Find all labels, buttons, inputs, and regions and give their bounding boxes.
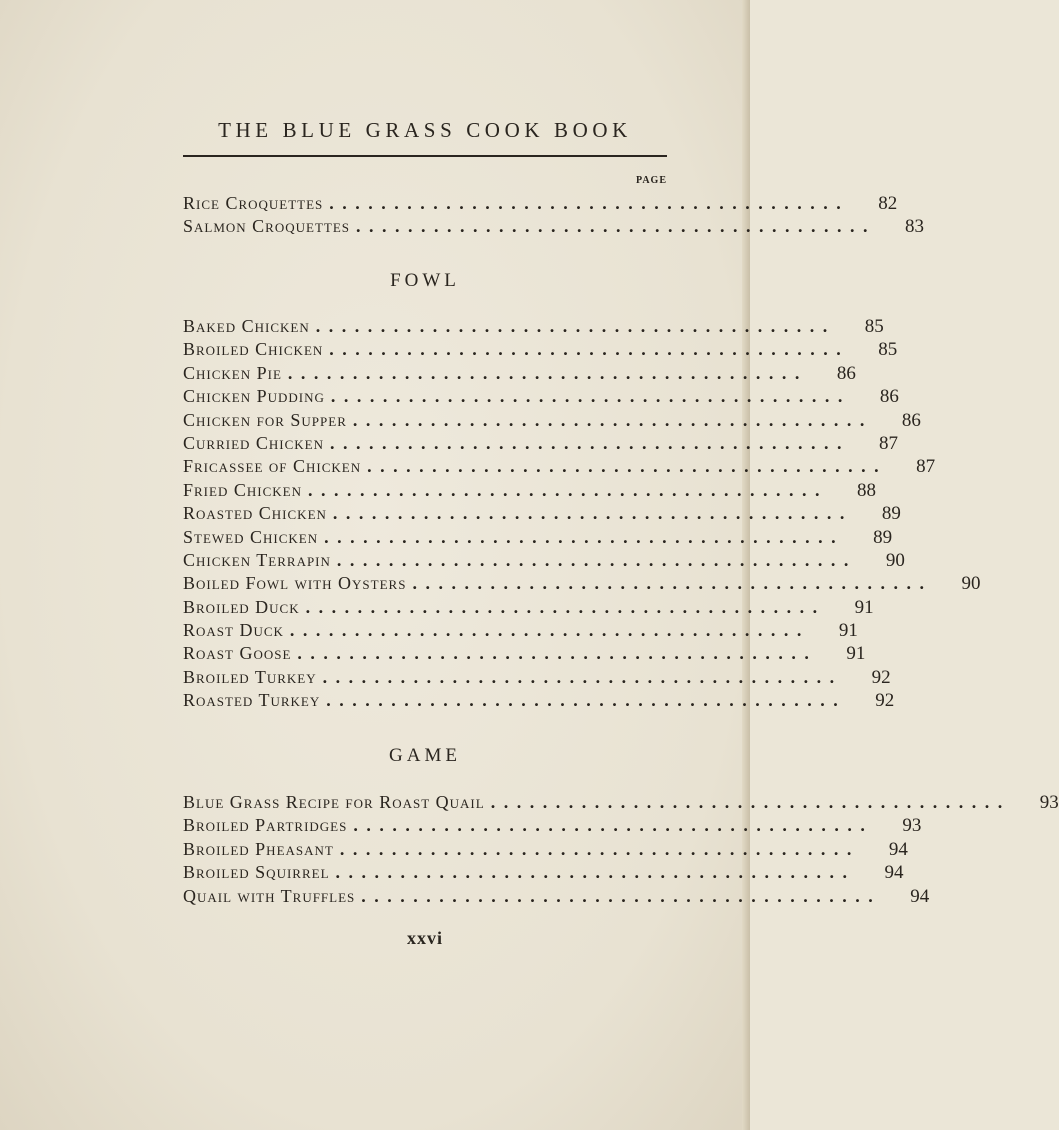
- toc-entry: [183, 838, 908, 862]
- entry-page: 86: [836, 362, 856, 384]
- entry-title: Broiled Pheasant: [183, 838, 334, 859]
- entry-title: Rice Croquettes: [183, 193, 324, 213]
- entry-title: Broiled Squirrel: [183, 862, 330, 883]
- dot-leader: ........................................: [297, 643, 818, 664]
- entry-page: 94: [888, 838, 908, 860]
- toc-entry: [183, 316, 884, 339]
- entry-title: Broiled Partridges: [183, 815, 348, 836]
- dot-leader: ........................................: [289, 620, 810, 641]
- dot-leader: ........................................: [361, 885, 882, 906]
- game-entries: [183, 792, 1059, 909]
- toc-entry: [183, 596, 874, 620]
- entry-page: 86: [879, 386, 899, 408]
- toc-entry: [183, 339, 898, 362]
- toc-entry: [183, 432, 899, 456]
- toc-entry: [183, 216, 925, 239]
- toc-entry: [183, 885, 930, 909]
- dot-leader: ........................................: [287, 362, 808, 383]
- entry-title: Quail with Truffles: [183, 885, 356, 906]
- entry-page: 94: [884, 862, 904, 884]
- dot-leader: ........................................: [335, 862, 856, 883]
- entry-page: 92: [875, 690, 895, 712]
- dot-leader: ........................................: [490, 792, 1011, 812]
- dot-leader: ........................................: [324, 526, 845, 547]
- entry-page: 85: [878, 339, 898, 361]
- dot-leader: ........................................: [330, 432, 851, 453]
- entry-title: Boiled Fowl with Oysters: [183, 573, 407, 594]
- toc-entry: [183, 503, 901, 526]
- entry-page: 93: [902, 815, 922, 837]
- entry-page: 94: [910, 885, 930, 907]
- entry-title: Salmon Croquettes: [183, 216, 351, 237]
- entry-title: Chicken Pie: [183, 362, 282, 383]
- entry-page: 86: [901, 409, 921, 431]
- entry-page: 91: [854, 596, 874, 618]
- top-entries: [183, 193, 925, 240]
- entry-title: Roast Goose: [183, 643, 292, 664]
- toc-entry: [183, 549, 905, 573]
- entry-title: Broiled Turkey: [183, 666, 317, 687]
- dot-leader: ........................................: [329, 193, 850, 213]
- dot-leader: ........................................: [326, 690, 847, 711]
- toc-entry: [183, 362, 856, 386]
- entry-title: Broiled Duck: [183, 596, 300, 617]
- header-rule: [183, 155, 667, 157]
- entry-title: Chicken for Supper: [183, 409, 347, 430]
- toc-entry: [183, 690, 895, 713]
- dot-leader: ........................................: [330, 386, 851, 407]
- entry-page: 89: [873, 526, 893, 548]
- dot-leader: ........................................: [322, 666, 843, 687]
- entry-title: Roasted Chicken: [183, 503, 327, 524]
- dot-leader: ........................................: [339, 838, 860, 859]
- dot-leader: ........................................: [336, 549, 857, 570]
- toc-entry: [183, 456, 936, 479]
- page-number: xxvi: [406, 928, 443, 948]
- dot-leader: ........................................: [353, 815, 874, 836]
- entry-page: 91: [838, 620, 858, 642]
- entry-title: Fried Chicken: [183, 479, 302, 500]
- toc-entry: [183, 386, 899, 409]
- entry-page: 82: [878, 193, 898, 214]
- entry-title: Chicken Terrapin: [183, 549, 331, 570]
- toc-entry: [183, 620, 858, 643]
- toc-entry: [183, 666, 891, 690]
- entry-page: 88: [856, 479, 876, 501]
- dot-leader: ........................................: [356, 216, 877, 237]
- section-heading-game: GAME: [389, 745, 461, 766]
- section-heading-fowl: FOWL: [390, 270, 460, 291]
- entry-title: Roast Duck: [183, 620, 284, 641]
- toc-entry: [183, 526, 893, 550]
- entry-page: 83: [905, 216, 925, 238]
- dot-leader: ........................................: [329, 339, 850, 360]
- page-column-label: PAGE: [635, 175, 667, 186]
- entry-title: Broiled Chicken: [183, 339, 324, 360]
- toc-entry: [183, 792, 1059, 815]
- entry-page: 90: [961, 573, 981, 595]
- entry-page: 87: [916, 456, 936, 478]
- toc-entry: [183, 862, 904, 885]
- toc-entry: [183, 573, 981, 596]
- toc-entry: [183, 193, 898, 216]
- entry-title: Roasted Turkey: [183, 690, 321, 711]
- toc-entry: [183, 479, 876, 503]
- entry-title: Baked Chicken: [183, 316, 310, 336]
- dot-leader: ........................................: [307, 479, 828, 500]
- entry-title: Stewed Chicken: [183, 526, 319, 547]
- entry-page: 85: [864, 316, 884, 337]
- entry-page: 89: [881, 503, 901, 525]
- dot-leader: ........................................: [352, 409, 873, 430]
- entry-title: Blue Grass Recipe for Roast Quail: [183, 792, 485, 812]
- toc-entry: [183, 815, 922, 838]
- entry-title: Fricassee of Chicken: [183, 456, 362, 477]
- dot-leader: ........................................: [305, 596, 826, 617]
- entry-page: 92: [871, 666, 891, 688]
- dot-leader: ........................................: [367, 456, 888, 477]
- entry-page: 93: [1039, 792, 1059, 813]
- dot-leader: ........................................: [332, 503, 853, 524]
- entry-page: 91: [846, 643, 866, 665]
- dot-leader: ........................................: [412, 573, 933, 594]
- toc-entry: [183, 643, 866, 666]
- toc-entry: [183, 409, 921, 433]
- entry-page: 90: [885, 549, 905, 571]
- entry-title: Curried Chicken: [183, 432, 325, 453]
- entry-page: 87: [879, 432, 899, 454]
- fowl-entries: [183, 316, 981, 714]
- entry-title: Chicken Pudding: [183, 386, 325, 407]
- dot-leader: ........................................: [315, 316, 836, 336]
- running-header: THE BLUE GRASS COOK BOOK: [218, 118, 632, 142]
